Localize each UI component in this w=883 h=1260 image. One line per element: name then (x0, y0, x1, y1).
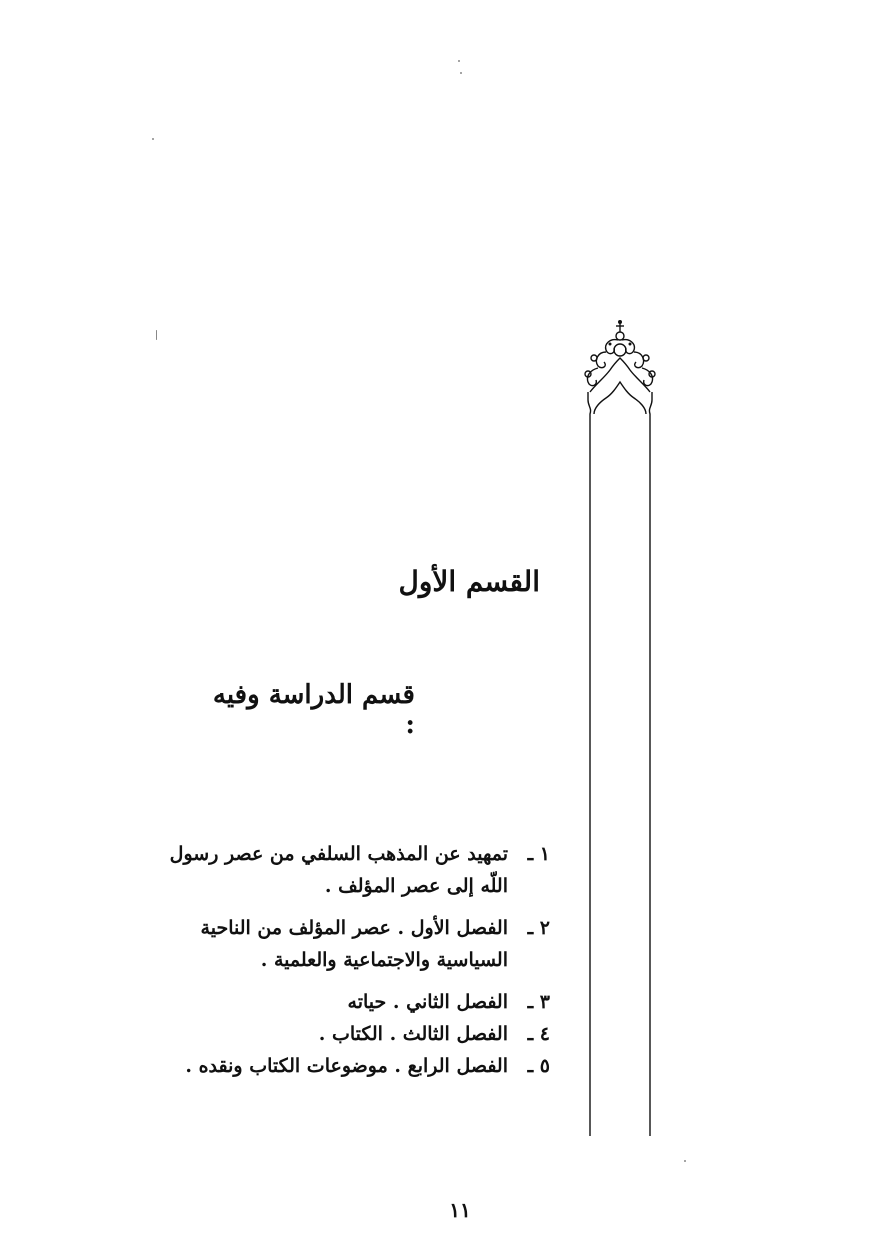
toc-item-number: ١ ـ (527, 843, 550, 865)
scan-speck (458, 60, 460, 62)
toc-item (150, 838, 550, 902)
scan-speck (156, 330, 157, 340)
toc-item-text: الفصل الثالث . الكتاب . (318, 1023, 508, 1045)
scan-speck (152, 138, 154, 140)
toc-item-number: ٢ ـ (527, 917, 550, 939)
table-of-contents (150, 838, 550, 1082)
toc-item-number: ٤ ـ (527, 1023, 550, 1045)
toc-item (150, 1050, 550, 1082)
toc-item (150, 912, 550, 976)
toc-item-text: الفصل الرابع . موضوعات الكتاب ونقده . (185, 1055, 508, 1077)
toc-item-text: تمهيد عن المذهب السلفي من عصر رسول اللّه إلى عصر المؤلف . (169, 843, 508, 897)
toc-item (150, 1018, 550, 1050)
toc-item (150, 986, 550, 1018)
arch-column-ornament (570, 318, 670, 1138)
scan-speck (684, 1160, 686, 1162)
toc-item-text: الفصل الثاني . حياته (347, 991, 508, 1013)
toc-item-number: ٣ ـ (527, 991, 550, 1013)
page-number: ١١ (449, 1198, 471, 1222)
part-title: القسم الأول (398, 565, 540, 598)
toc-item-number: ٥ ـ (527, 1055, 550, 1077)
scan-speck (460, 72, 462, 74)
study-heading: قسم الدراسة وفيه : (212, 680, 415, 740)
toc-item-text: الفصل الأول . عصر المؤلف من الناحية السياسية والاجتماعية والعلمية . (200, 917, 508, 971)
